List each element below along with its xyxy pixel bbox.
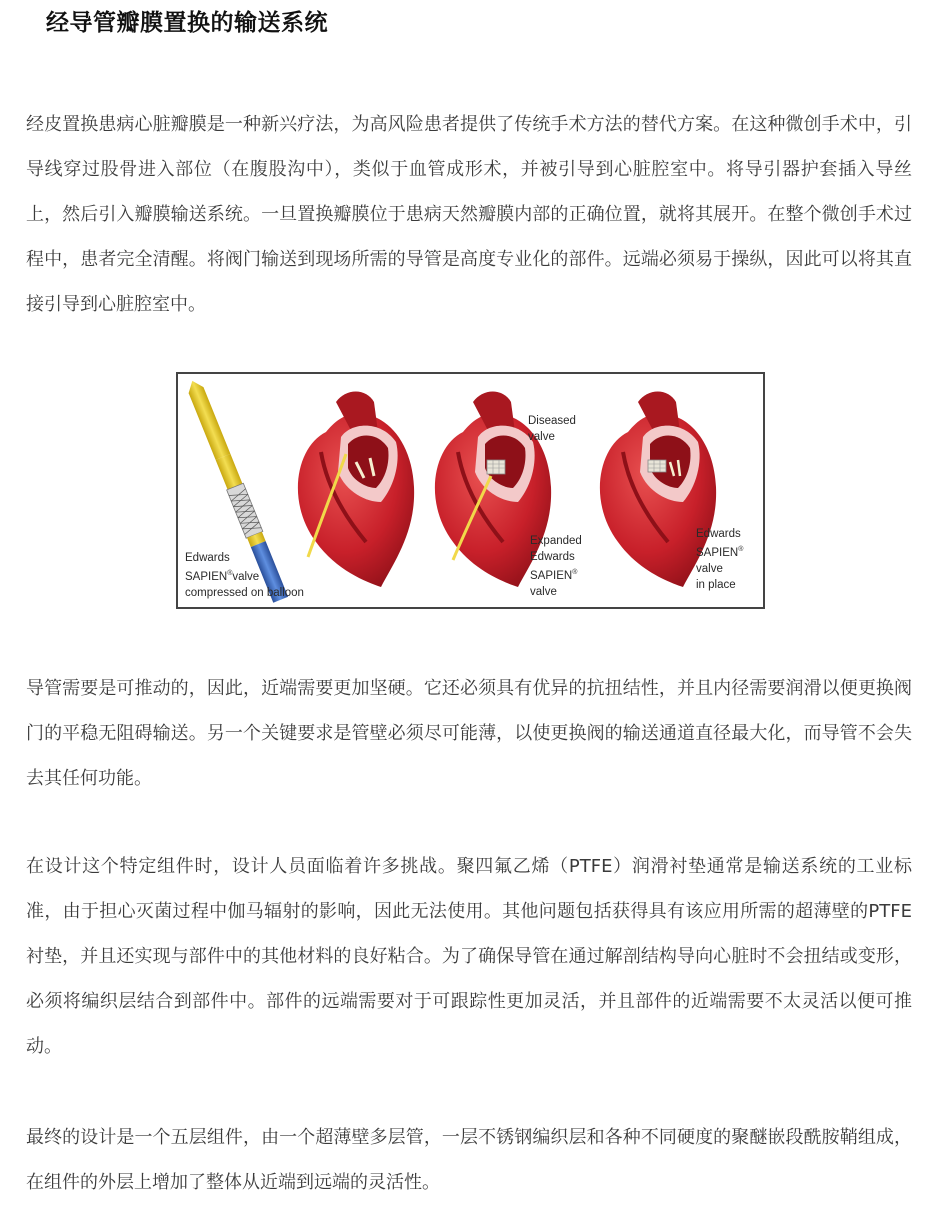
article-title: 经导管瓣膜置换的输送系统 <box>46 10 328 36</box>
valve-delivery-figure <box>176 372 765 609</box>
caption-expanded-valve: Expanded Edwards SAPIEN® valve <box>530 535 582 598</box>
paragraph-requirements: 导管需要是可推动的，因此，近端需要更加坚硬。它还必须具有优异的抗扭结性，并且内径需要润滑以便更换阀门的平稳无阻碍输送。另一个关键要求是管壁必须尽可能薄，以使更换阀的输送通道直径最大化，而导管不会失去其任何功能。 <box>26 678 912 789</box>
paragraph-final-design: 最终的设计是一个五层组件，由一个超薄壁多层管，一层不锈钢编织层和各种不同硬度的聚醚嵌段酰胺鞘组成，在组件的外层上增加了整体从近端到远端的灵活性。 <box>26 1127 912 1193</box>
heart-icon <box>298 392 414 588</box>
paragraph-challenges: 在设计这个特定组件时，设计人员面临着许多挑战。聚四氟乙烯（PTFE）润滑衬垫通常是输送系统的工业标准，由于担心灭菌过程中伽马辐射的影响，因此无法使用。其他问题包括获得具有该应用所需的超薄壁的PTFE衬垫，并且还实现与部件中的其他材料的良好粘合。为了确保导管在通过解剖结构导向心脏时不会扭结或变形，必须将编织层结合到部件中。部件的远端需要对于可跟踪性更加灵活，并且部件的近端需要不太灵活以便可推动。 <box>26 856 912 1057</box>
paragraph-intro: 经皮置换患病心脏瓣膜是一种新兴疗法，为高风险患者提供了传统手术方法的替代方案。在这种微创手术中，引导线穿过股骨进入部位（在腹股沟中），类似于血管成形术，并被引导到心脏腔室中。将导引器护套插入导丝上，然后引入瓣膜输送系统。一旦置换瓣膜位于患病天然瓣膜内部的正确位置，就将其展开。在整个微创手术过程中，患者完全清醒。将阀门输送到现场所需的导管是高度专业化的部件。远端必须易于操纵，因此可以将其直接引导到心脏腔室中。 <box>26 114 912 315</box>
caption-compressed-valve: Edwards SAPIEN®valve compressed on balloon <box>185 552 304 599</box>
caption-diseased-valve: Diseased valve <box>528 415 576 443</box>
caption-valve-in-place: Edwards SAPIEN® valve in place <box>696 528 744 591</box>
